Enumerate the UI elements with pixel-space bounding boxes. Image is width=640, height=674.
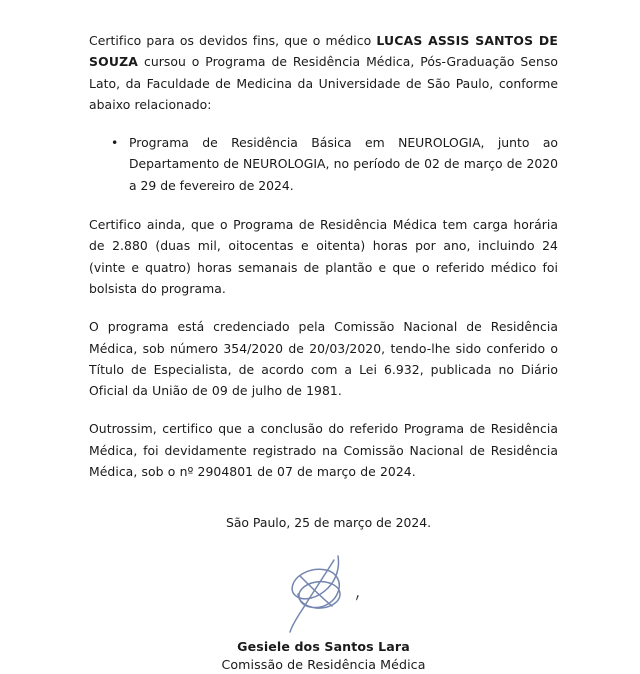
paragraph-registration: Outrossim, certifico que a conclusão do referido Programa de Residência Médica, foi devidamente registrado na Comissão Nacional de Residência Médica, sob o nº 2904801 de 07 de março de 2024. — [89, 421, 558, 480]
paragraph-workload: Certifico ainda, que o Programa de Residência Médica tem carga horária de 2.880 (duas mil, oitocentas e oitenta) horas por ano, incluindo 24 (vinte e quatro) horas semanais de plantão e que o referido médico foi bolsista do programa. — [89, 217, 558, 296]
signer-role: Comissão de Residência Médica — [221, 656, 426, 672]
list-item-label: Programa de Residência Básica em NEUROLOGIA, junto ao Departamento de NEUROLOGIA, no período de 02 de março de 2020 a 29 de fevereiro de 2024. — [129, 135, 558, 193]
paragraph-intro-before: Certifico para os devidos fins, que o médico — [89, 33, 377, 48]
signature-block — [89, 546, 558, 638]
signature-mark-icon — [356, 595, 359, 600]
program-list — [89, 132, 558, 196]
paragraph-intro — [89, 30, 558, 115]
signer-name: Gesiele dos Santos Lara — [237, 638, 410, 654]
list-item — [111, 132, 558, 196]
date-line: São Paulo, 25 de março de 2024. — [225, 515, 432, 531]
bullet-icon: • — [111, 135, 119, 151]
doctor-name: LUCAS ASSIS SANTOS DE SOUZA — [89, 33, 558, 70]
signature-icon — [264, 546, 384, 638]
paragraph-accreditation: O programa está credenciado pela Comissão Nacional de Residência Médica, sob número 354/2020 de 20/03/2020, tendo-lhe sido conferido o Título de Especialista, de acordo com a Lei 6.932, publicada no Diário Oficial da União de 09 de julho de 1981. — [89, 319, 558, 399]
paragraph-intro-after: cursou o Programa de Residência Médica, Pós-Graduação Senso Lato, da Faculdade de Medicina da Universidade de São Paulo, conforme abaixo relacionado: — [89, 54, 558, 112]
